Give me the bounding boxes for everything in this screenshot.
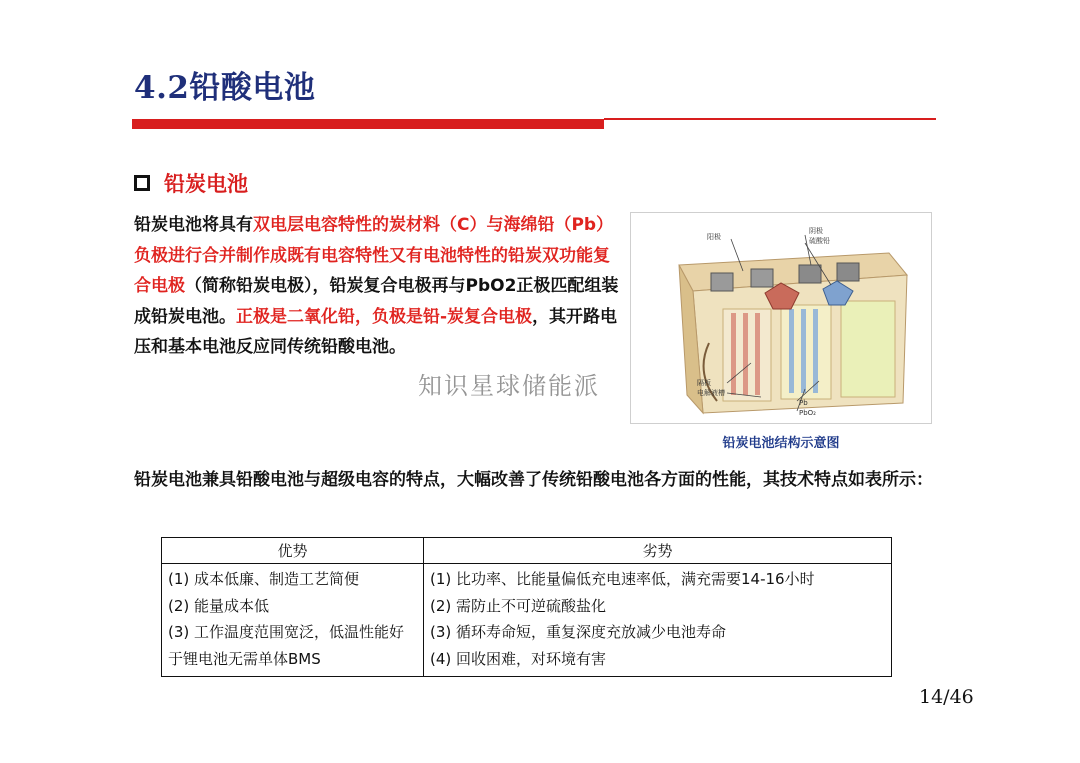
label-pbo2: PbO₂	[799, 409, 816, 417]
disadvantages-cell	[424, 564, 892, 677]
header-advantages: 优势	[162, 538, 424, 564]
list-item: (2) 能量成本低	[168, 596, 270, 615]
label-separator: 隔板	[697, 379, 711, 387]
label-anode: 阳极	[707, 233, 721, 241]
intro-text-highlight-1: 双电层电容特性的炭材料（C）与海绵铅（Pb）负极进行合并制作成既有电容特性又有电池特性的铅炭双功能复合电极	[134, 215, 614, 296]
advantages-cell	[162, 564, 424, 677]
features-paragraph: 铅炭电池兼具铅酸电池与超级电容的特点，大幅改善了传统铅酸电池各方面的性能，其技术特点如表所示：	[134, 470, 933, 490]
list-item: (3) 循环寿命短，重复深度充放减少电池寿命	[430, 623, 727, 641]
intro-text-3: ，其开路电压和基本电池反应同传统铅酸电池。	[134, 306, 618, 357]
section-heading	[134, 168, 248, 198]
label-electrolyte: 电解液槽	[697, 389, 725, 397]
square-bullet-icon	[134, 175, 150, 191]
intro-text-2: （简称铅炭电极），铅炭复合电极再与PbO2正极匹配组装成铅炭电池。	[134, 276, 619, 327]
intro-text-1: 铅炭电池将具有	[134, 215, 253, 235]
title-underline-thin	[604, 118, 936, 120]
battery-structure-figure	[630, 212, 932, 424]
slide-title: 4.2铅酸电池	[134, 70, 316, 106]
intro-text-highlight-2: 正极是二氧化铅，负极是铅-炭复合电极	[236, 306, 533, 327]
comparison-table	[161, 537, 892, 677]
list-item: (3) 工作温度范围宽泛，低温性能好于锂电池无需单体BMS	[168, 623, 405, 668]
label-lead-sulfate: 硫酸铅	[809, 237, 830, 245]
label-cathode: 阴极	[809, 227, 823, 235]
battery-diagram	[631, 213, 931, 423]
list-item: (1) 成本低廉、制造工艺简便	[168, 570, 360, 588]
table-row	[162, 564, 892, 677]
intro-paragraph	[134, 210, 620, 363]
title-underline-bar	[132, 119, 604, 129]
table-header-row	[162, 538, 892, 564]
list-item: (1) 比功率、比能量偏低充电速率低，满充需要14-16小时	[430, 570, 815, 588]
figure-caption: 铅炭电池结构示意图	[722, 436, 840, 451]
header-disadvantages: 劣势	[424, 538, 892, 564]
watermark-text: 知识星球储能派	[418, 372, 600, 400]
list-item: (4) 回收困难，对环境有害	[430, 649, 607, 668]
section-heading-label: 铅炭电池	[164, 172, 248, 196]
page-number: 14/46	[919, 686, 974, 708]
label-pb: Pb	[799, 399, 808, 407]
list-item: (2) 需防止不可逆硫酸盐化	[430, 596, 607, 615]
